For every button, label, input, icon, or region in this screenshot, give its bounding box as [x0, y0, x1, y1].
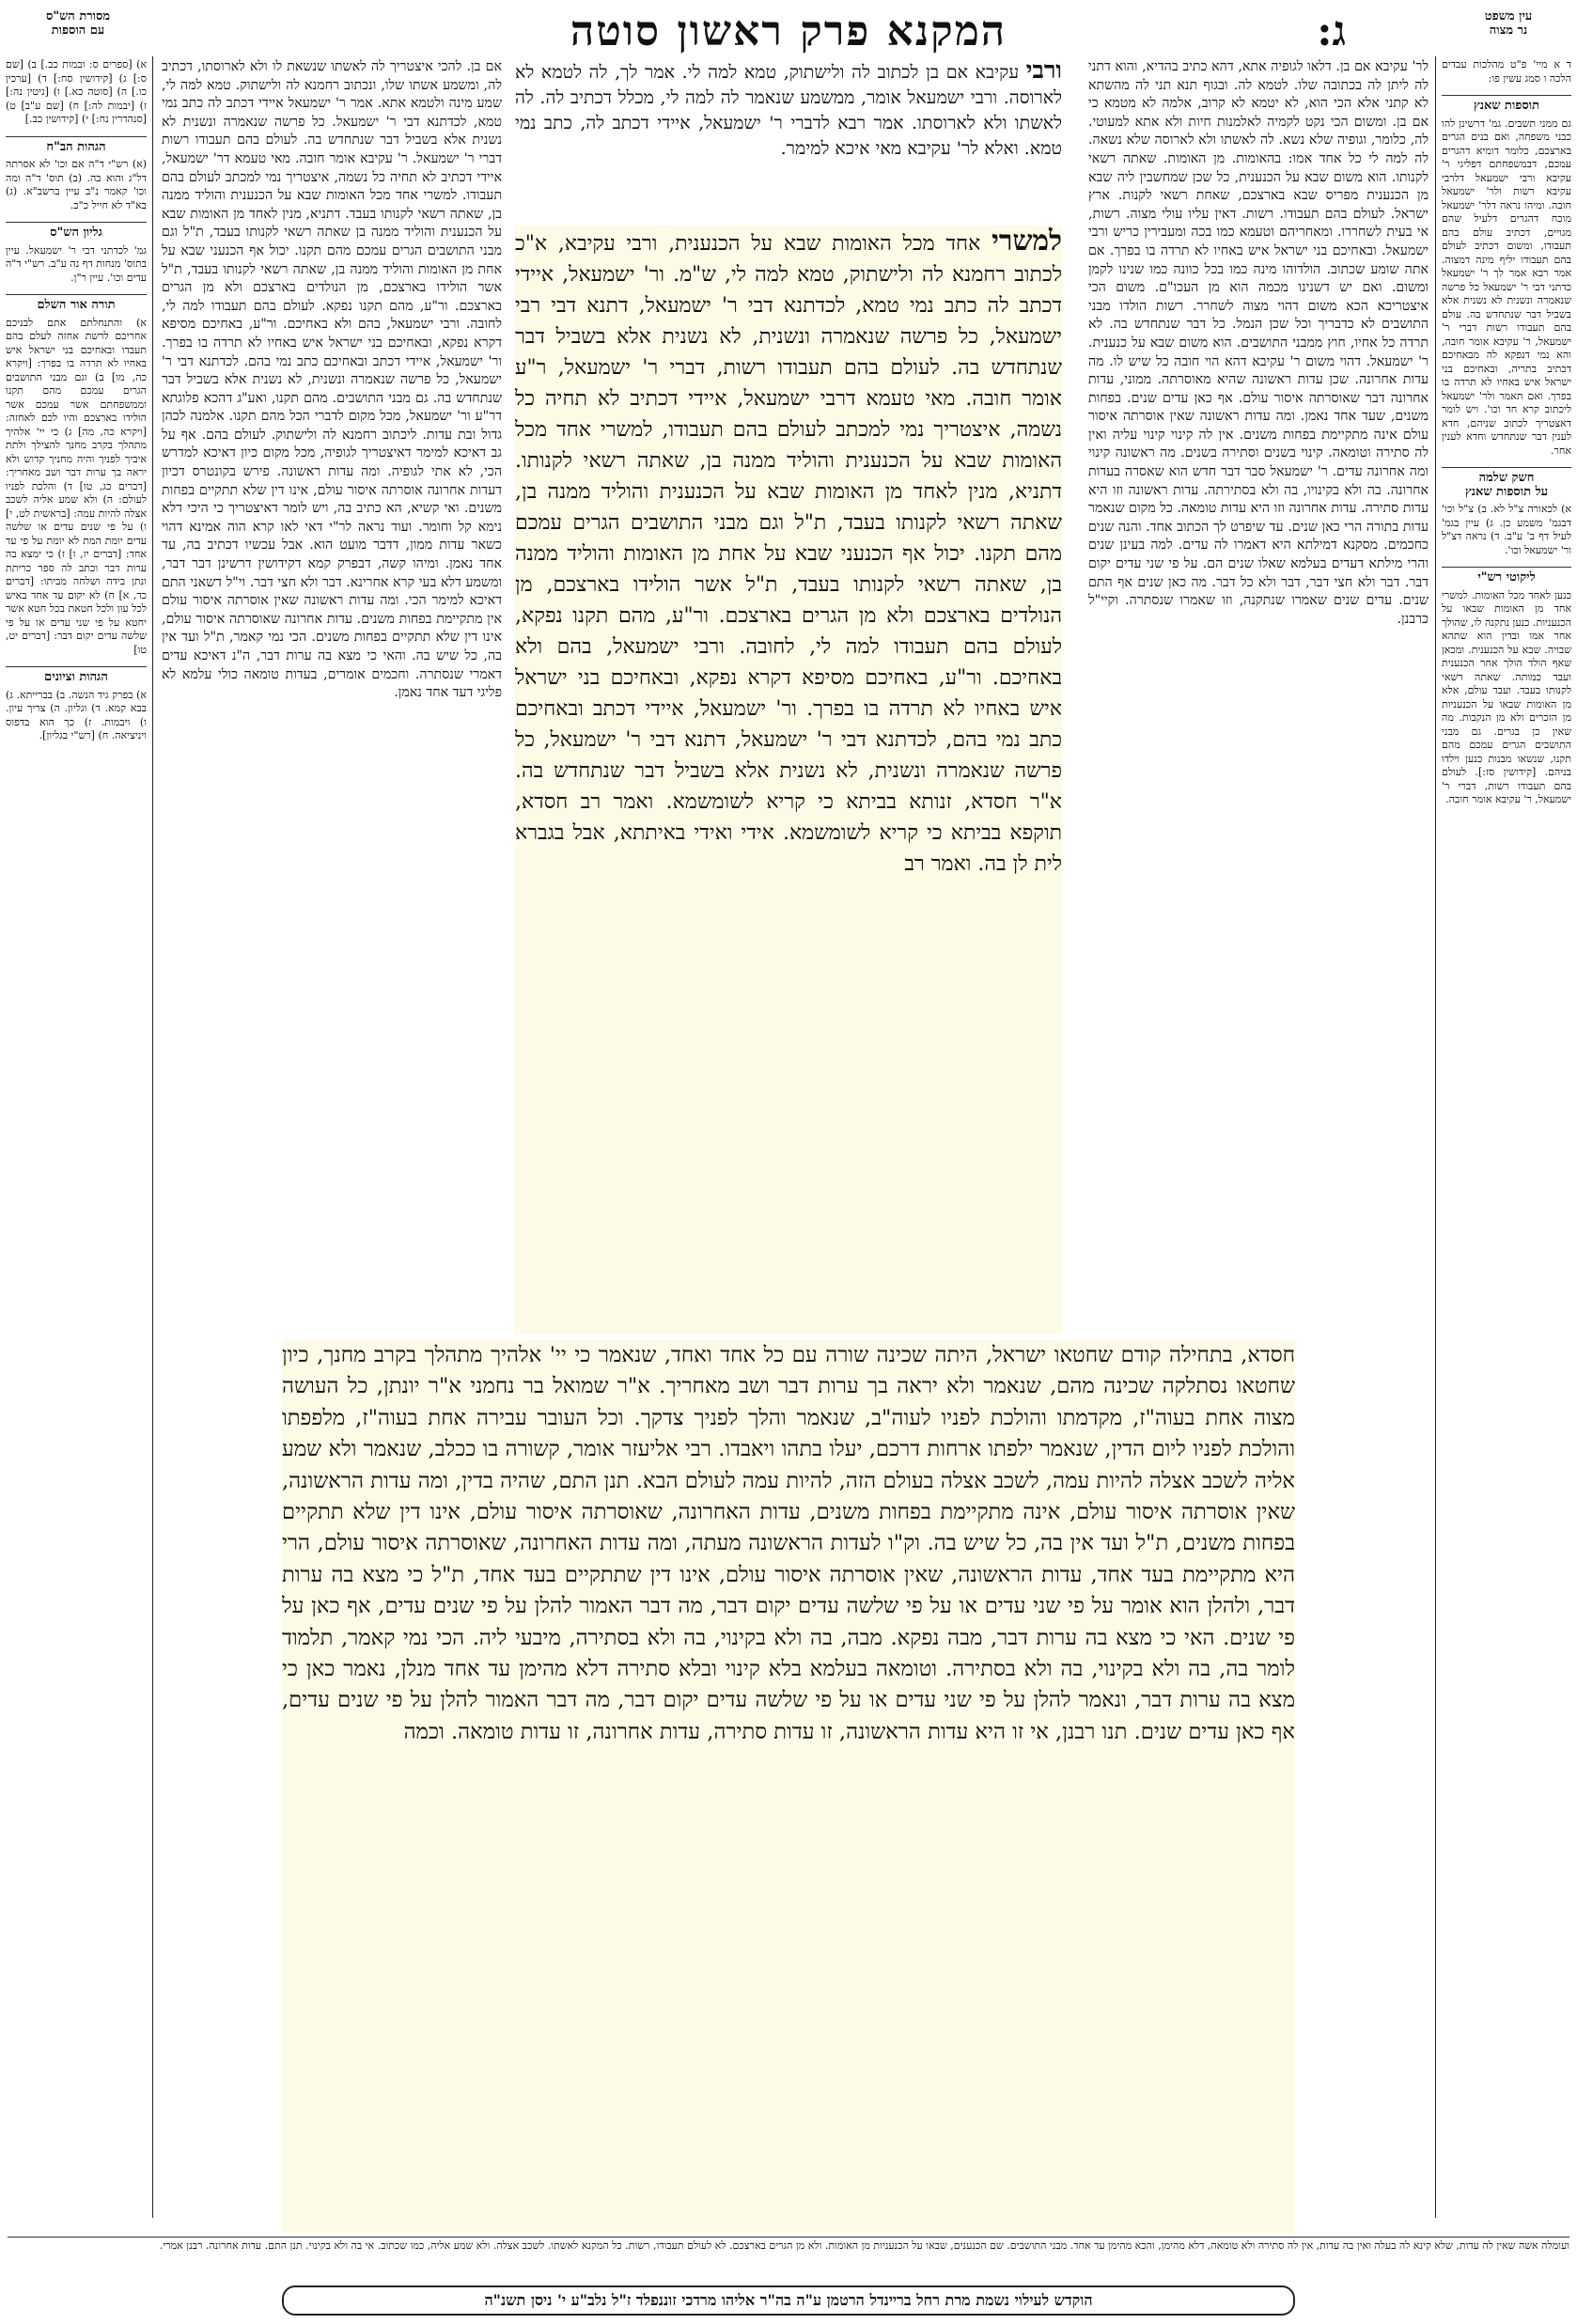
- gemara-top-block: [515, 58, 1062, 218]
- gemara-main-lead-word: למשרי: [991, 226, 1062, 257]
- column-divider-right: [1435, 56, 1436, 2218]
- mesoret-title: מסורת הש"ס עם הוספות: [45, 9, 111, 38]
- torah-or-text: א) והתנחלתם אתם לבניכם אחריכם לרשת אחזה לעלם בהם תעבדו ובאחיכם בני ישראל איש באחיו לא תרדה בו בפרך: [ויקרא כה, מו] ב) וגם מבני התושבים הגרים עמכם מהם תקנו וממשפחתם אשר עמכם אשר הולידו בארצכם והיו לכם לאחזה: [ויקרא כה, מה] ג) כי יי' אלהיך מתהלך בקרב מחנך להצילך ולתת איביך לפניך והיה מחניך קדוש ולא יראה בך ערות דבר ושב מאחריך: [דברים כג, טו] ד) והלכת לפניו לעולם: ה) ולא שמע אליה לשכב אצלה להיות עמה: [בראשית לט, י] ו) על פי שנים עדים או שלשה עדים יומת המת לא יומת על פי עד אחד: [דברים יז, ו] ז) כי ימצא בה ערות דבר וכתב לה ספר כריתת ונתן בידה ושלחה מביתו: [דברים כד, א] ח) לא יקום עד אחד באיש לכל עון ולכל חטאת בכל חטא אשר יחטא על פי שני עדים או על פי שלשה עדים יקום דבר: [דברים יט, טו]: [6, 316, 147, 656]
- dedication-banner: הוקדש לעילוי נשמת מרת רחל ברײנדל הרטמן ע"ה בה"ר אליהו מרדכי זוננפלד ז"ל נלב"ע י' ניסן תשנ"ה: [282, 2285, 1295, 2316]
- outer-left-column: [6, 58, 147, 2210]
- likutei-rashi-heading: ליקוטי רש"י: [1442, 567, 1571, 585]
- footer-notes: ועומלה אשה שאין לה עדות, שלא קינא לה בעלה ואין בה עדות, אין לה סתירה ולא טומאה, דלא מהימן, והכא מהימן עד אחד. מבני התושבים. שם הכנענים, שבאו על הכנעניות מן האומות. ולא מן הגרים בארצכם. לא לעולם תעבודו, רשות. כל המקנא לאשתו. לשכב אצלה. ולא שמע אליה, כמו שכתוב. אי בה ולא בקינוי. תנן התם. עדות אחרונה. רבנן אמרי.: [8, 2237, 1569, 2278]
- hagahot-habach-text: (א) רש"י ד"ה אם וכו' לא אסרתה דל"ג והוא בה. (ב) תוס' ד"ה ומה וכו' קאמר נ"ב עיין ברשב"א. (ג) בא"ד לא חייל כ"כ.: [6, 158, 147, 211]
- page-header: [0, 6, 1577, 55]
- rashi-commentary: לר' עקיבא אם בן. דלאו לגופיה אתא, דהא כתיב בהדיא, והוא דתני לה ליתן לה בכתובה שלו. לטמא לה. ובגוף תנא תני לה מהשתא לא קתני אלא הכי הוא, לא יטמא לא קרוב, אלמה לא מטמא כי אם בן. ומשום הכי נקט לקמיה לאלמנות חיות ולא אתא למעוטי. לה, כלומר, וגופיה שלא נשא. לה לאשתו ולא לארוסה שלא נשאה. לה למה לי כל אחד אמו: בהאומות. מן האומות. שאתה רשאי לקנותו. הוא משום שבא על הכנענית, כל שכן שמחשבין ליה שבא מן הכנענית מפריס שבא בארצכם, שאחת רשאי לקנות. ארץ ישראל. לעולם בהם תעבודו. רשות. דאין עליו עולי מצוה. רשות, אי בעית לשחררו. ומאחריהם וטעמא כמו בכה ומעבירין כריש ורבי ישמעאל. ובאחיכם בני ישראל איש באחיו לא תרדה בו בפרך. אם אתה שומע שכתוב. הולדוהו מינה כמו בכל כוונה כמו שנינו לקמן ומשום. ואם יש דשנינו מכמה הוא מן העכו"ם. משום הכי איצטריכא הכא משום דהוי מצוה לשחרר. רשות הולדו מבני התושבים לא כדבריך וכל שכן הנמל. כל דבר שנתחדש בה. לא תרדה כל אחיו, חוץ ממבני התושבים. הוא משום שבא על כנענית. ר' ישמעאל. דהוי משום ר' עקיבא דהא הוי חובה כל שיש לו. מה עדות אחרונה. שכן עדות ראשונה שהיא מאוסרתה. ממוני, עדות אחרונה דבר שאוסרתה איסור עולם. אף כאן עדים שנים. בפחות משנים, שעד אחד נאמן. ומה עדות ראשונה שאין אוסרתה איסור עולם אינה מתקיימת בפחות משנים. אין לה קינוי קינוי עליה ואין לה סתירה וטומאה. קינוי בשנים וסתירה בשנים. מה ראשונה קינוי ומה אחרונה עדים. ר' ישמעאל סבר דבר חדש הוא שאסרה בעדות אחרונה. בה ולא בקינויו, בה ולא בסתירתה. עדות ראשונה וזו היא עדות סתירה. עדות אחרונה וזו היא עדות טומאה. כל מקום שנאמר עדות בתורה הרי כאן שנים. עד שיפרט לך הכתוב אחד. והנה שנים כחכמים. מסקנא דמילתא היא דאמרו לה עדים. למה בעינן שנים והרי מילתא דעדים בעלמא שאלו שנים הם. על פי שני עדים יקום דבר. דבר ולא חצי דבר, דבר ולא כל דבר. מה כאן שנים אף התם שנים. עדים שנים שאמרו שנתקנה, וזו שאמרו שנסתרה. וקיי"ל כרבנן.: [1088, 59, 1429, 627]
- page-title: המקנא פרק ראשון סוטה: [570, 8, 1007, 55]
- mesoret-text: א) [ספרים ס: ובמות כב.] ב) [שם ס:] ג) [קידושין סח:] ד) [ערכין כו.] ה) [סוטה כא.] ו) [גיטין נה:] ז) [יבמות לה:] ח) [שם ע"ב] ט) [סנהדרין נח:] י) [קידושין כב.]: [6, 58, 147, 125]
- ein-mishpat-text: ד א מיי' פ"ט מהלכות עבדים הלכה ו סמג עשין פו:: [1442, 58, 1571, 85]
- gilyon-hashas-text: גמ' לכדתני דבי ר' ישמעאל. עיין בתוס' מנחות דף נה ע"ב. רש"י ד"ה עדים וכו'. עיין ר"ן.: [6, 243, 147, 284]
- outer-right-column: [1442, 58, 1571, 2210]
- column-divider-left: [152, 56, 153, 2218]
- tosafot-shantz-text: גם ממני תשבים. גמ' דרשינן להו כבני משפחה, ואם בנים הגרים בארצכם, כלומר דומיא דהגרים עמכם, דבמשפחתם דפליגי ר' עקיבא ורבי ישמעאל דלרבי עקיבא רשות ולר' ישמעאל חובה. ומיהו נראה דלר' ישמעאל מוכח דהגרים דלעיל שהם מגויים, דכתיב עולם בהם תעבודו, ומשום דכתיב לעולם בהם תעבודו יליף מינה דמצוה. אמר רבא אמר לך ר' ישמעאל כדתני דבי ר' ישמעאל כל פרשה שנאמרה ונשנית לא נשנית אלא בשביל דבר שנתחדש בה. עולם בהם תעבודו רשות דברי ר' ישמעאל, ר' עקיבא אומר חובה, והא נמי דנפקא לה מבאחיכם דכתיב בתריה, ובאחיכם בני ישראל איש באחיו לא תרדה בו בפרך. ואם תאמר ולר' ישמעאל ליכתוב קרא חד וכו'. ויש לומר דאצטריך לכתוב שניהם, חדא לענין דבר שנתחדש וחדא לענין אחר.: [1442, 117, 1571, 457]
- gemara-main-text: אחד מכל האומות שבא על הכנענית, ורבי עקיבא, א"כ לכתוב רחמנא לה ולישתוק, טמא למה לי, ש"מ. ור' ישמעאל, איידי דכתב לה כתב נמי טמא, לכדתנא דבי ר' ישמעאל, דתנא דבי רבי ישמעאל, כל פרשה שנאמרה ונשנית, לא נשנית אלא בשביל דבר שנתחדש בה. לעולם בהם תעבודו רשות, דברי ר' ישמעאל, ר"ע אומר חובה. מאי טעמא דרבי ישמעאל, איידי דכתיב לא תחיה כל נשמה, איצטריך נמי למכתב לעולם בהם תעבודו, למשרי אחד מכל האומות שבא על הכנענית והוליד ממנה בן, שאתה רשאי לקנותו. דתניא, מנין לאחד מן האומות שבא על הכנענית והוליד ממנה בן, שאתה רשאי לקנותו בעבד, ת"ל וגם מבני התושבים הגרים עמכם מהם תקנו. יכול אף הכנעני שבא על אחת מן האומות והוליד ממנה בן, שאתה רשאי לקנותו בעבד, ת"ל אשר הולידו בארצכם, מן הנולדים בארצכם ולא מן הגרים בארצכם. ור"ע, מהם תקנו נפקא, לעולם בהם תעבודו למה לי, לחובה. ורבי ישמעאל, בהם ולא באחיכם. ור"ע, באחיכם מסיפא דקרא נפקא, ובאחיכם בני ישראל איש באחיו לא תרדה בו בפרך. ור' ישמעאל, איידי דכתב ובאחיכם כתב נמי בהם, לכדתנא דבי ר' ישמעאל, דתנא דבי ר' ישמעאל, כל פרשה שנאמרה ונשנית, לא נשנית אלא בשביל דבר שנתחדש בה. א"ר חסדא, זנותא בביתא כי קריא לשומשמא. ואמר רב חסדא, תוקפא בביתא כי קריא לשומשמא. אידי ואידי באיתתא, אבל בגברא לית לן בה. ואמר רב: [515, 232, 1062, 876]
- tosafot-commentary: אם בן. להכי איצטריך לה לאשתו שנשאת לו ולא לארוסתו, דכתיב לה, ומשמע אשתו שלו, ונכתוב רחמנא לה ולישתוק. טמא למה לי, שמע מינה ולטמא אתא. אמר ר' ישמעאל איידי דכתב לה כתב נמי טמא, לכדתנא דבי ר' ישמעאל. כל פרשה שנאמרה ונשנית לא נשנית אלא בשביל דבר שנתחדש בה. לעולם בהם תעבודו רשות דברי ר' ישמעאל. ר' עקיבא אומר חובה. מאי טעמא דר' ישמעאל, איידי דכתיב לא תחיה כל נשמה, איצטריך נמי למכתב לעולם בהם תעבודו. למשרי אחד מכל האומות שבא על הכנענית והוליד ממנה בן, שאתה רשאי לקנותו בעבד. דתניא, מנין לאחד מן האומות שבא על הכנענית והוליד ממנה בן שאתה רשאי לקנותו בעבד, ת"ל וגם מבני התושבים הגרים עמכם מהם תקנו. יכול אף הכנעני שבא על אחת מן האומות והוליד ממנה בן, שאתה רשאי לקנותו בעבד, ת"ל אשר הולידו בארצכם, מן הנולדים בארצכם ולא מן הגרים בארצכם. ור"ע, מהם תקנו נפקא. לעולם בהם תעבודו למה לי, לחובה. ורבי ישמעאל, בהם ולא באחיכם. ור"ע, באחיכם מסיפא דקרא נפקא, ובאחיכם בני ישראל איש באחיו לא תרדה בו בפרך. ור' ישמעאל, איידי דכתב ובאחיכם כתב נמי בהם. לכדתנא דבי ר' ישמעאל, כל פרשה שנאמרה ונשנית, לא נשנית אלא בשביל דבר שנתחדש בה. גם מבני התושבים. מהם תקנו, ואע"ג דהכא פלוגתא דר"ע ור' ישמעאל, מכל מקום לדברי הכל מהם תקנו. אלמנה לכהן גדול ובת עדות. ליכתוב רחמנא לה ולישתוק. לעולם בהם. אף על גב דאיכא למימר דאיצטריך לגופיה, מכל מקום כיון דאיכא למדרש הכי, לא אתי לגופיה. ומה עדות ראשונה. פירש בקונטרס דכיון דעדות אחרונה אוסרתה איסור עולם, אינו דין שלא תתקיים בפחות משנים. ואי קשיא, הא כתיב בה, ויש לומר דאיצטריך כי היכי דלא נימא קל וחומר. ועוד נראה לר"י דאי לאו קרא הוה אמינא דהוי כשאר עדות ממון, דדבר מועט הוא. אבל עכשיו דכתיב בה, עד אחד נאמן. ומיהו קשה, דבפרק קמא דקידושין דרשינן דבר דבר, ומשמע דלא בעי קרא אחרינא. דבר ולא חצי דבר. וי"ל דשאני התם דאיכא למימר הכי. ומה עדות ראשונה שאין אוסרתה איסור עולם אין מתקיימת בפחות משנים. עדות אחרונה שאוסרתה איסור עולם, אינו דין שלא תתקיים בפחות משנים. הכי נמי קאמר, ת"ל ועד אין בה, כל שיש בה. והאי כי מצא בה ערות דבר, ה"נ דאיכא עדים דאמרי שנסתרה. וחכמים אומרים, בעדות טומאה כולי עלמא לא פליגי דעד אחד נאמן.: [162, 59, 502, 701]
- daf-number: ג:: [1317, 8, 1346, 55]
- gemara-top-lead-word: ורבי: [1025, 58, 1062, 85]
- likutei-rashi-text: כנען לאחד מכל האומות. למשרי אחד מן האומות שבאו על הכנעניות. כנען נתקנה לו, שהולך אחר אמו ובדין הוא שתהא שבויה. שבא על הכנענית. ומכאן שאף הולד הולך אחר הכנענית ועבד כמותה. שאתה רשאי לקנותו בעבד. ועבד עולם, אלא מן האומות שבאו על הכנעניות מן הזכרים ולא מן הנקבות. מה שאין כן בגרים. גם מבני התושבים הגרים עמכם מהם תקנו, שנשאו מבנות כנען וילדו בניהם. [קידושין סז:]. לעולם בהם תעבודו רשות, דברי ר' ישמעאל, ר' עקיבא אומר חובה.: [1442, 588, 1571, 805]
- cheshek-shlomo-text: א) לכאורה צ"ל לא. ב) צ"ל וכו' דבגמ' משמע כן. ג) עיין בגמ' לעיל דף ב' ע"ב. ד) נראה דצ"ל ור' ישמעאל וכו'.: [1442, 503, 1571, 556]
- gemara-main-block: [515, 226, 1062, 1334]
- hagahot-habach-heading: הגהות הב"ח: [6, 136, 147, 155]
- torah-or-heading: תורה אור השלם: [6, 294, 147, 313]
- hagahot-tziyunim-heading: הגהות וציונים: [6, 666, 147, 685]
- hagahot-tziyunim-text: א) בפרק גיד הנשה. ב) בברייתא. ג) בבא קמא. ד) וגליון. ה) צריך עיון. ו) ויבמות. ז) כך הוא בדפוס ויניציאה. ח) [רש"י בגליון].: [6, 688, 147, 741]
- gemara-wide-block: חסדא, בתחילה קודם שחטאו ישראל, היתה שכינה שורה עם כל אחד ואחד, שנאמר כי יי' אלהיך מתהלך בקרב מחנך, כיון שחטאו נסתלקה שכינה מהם, שנאמר ולא יראה בך ערות דבר ושב מאחריך. א"ר שמואל בר נחמני א"ר יונתן, כל העושה מצוה אחת בעוה"ז, מקדמתו והולכת לפניו לעוה"ב, שנאמר והלך לפניך צדקך. וכל העובר עבירה אחת בעוה"ז, מלפפתו והולכת לפניו ליום הדין, שנאמר ילפתו ארחות דרכם, יעלו בתהו ויאבדו. רבי אליעזר אומר, קשורה בו ככלב, שנאמר ולא שמע אליה לשכב אצלה להיות עמה, לשכב אצלה בעולם הזה, להיות עמה לעולם הבא. תנן התם, שהיה בדין, ומה עדות הראשונה, שאין אוסרתה איסור עולם, אינה מתקיימת בפחות משנים, עדות האחרונה, שאוסרתה איסור עולם, אינו דין שלא תתקיים בפחות משנים, ת"ל ועד אין בה, כל שיש בה. וק"ו לעדות הראשונה מעתה, ומה עדות האחרונה, שאוסרתה איסור עולם, הרי היא מתקיימת בעד אחד, עדות הראשונה, שאין אוסרתה איסור עולם, אינו דין שתתקיים בעד אחד, ת"ל כי מצא בה ערות דבר, ולהלן הוא אומר על פי שני עדים או על פי שלשה עדים יקום דבר, מה דבר האמור להלן על פי שנים עדים, אף כאן על פי שנים. האי כי מצא בה ערות דבר, מבה נפקא. מבה, בה ולא בקינוי, בה ולא בסתירה, מיבעי ליה. הכי נמי קאמר, תלמוד לומר בה, בה ולא בקינוי, בה ולא בסתירה. וטומאה בעלמא בלא קינוי ובלא סתירה דלא מהימן עד אחד מנלן, נאמר כאן כי מצא בה ערות דבר, ונאמר להלן על פי שני עדים או על פי שלשה עדים יקום דבר, מה דבר האמור להלן על פי שנים עדים, אף כאן עדים שנים. תנו רבנן, אי זו היא עדות הראשונה, זו עדות סתירה, עדות אחרונה, זו עדות טומאה. וכמה: [282, 1340, 1295, 2233]
- tosafot-shantz-heading: תוספות שאנץ: [1442, 95, 1571, 114]
- cheshek-shlomo-heading: חשק שלמה על תוספות שאנץ: [1442, 467, 1571, 499]
- gilyon-hashas-heading: גליון הש"ס: [6, 222, 147, 241]
- ein-mishpat-title: עין משפט נר מצוה: [1484, 9, 1533, 38]
- gemara-top-text: עקיבא אם בן לכתוב לה ולישתוק, טמא למה לי. אמר לך, לה לטמא לא לארוסה. ורבי ישמעאל אומר, ממשמע שנאמר לה למה לי, מכלל דכתיב לה. לה לאשתו ולא לארוסתו. אמר רבא לדברי ר' ישמעאל, איידי דכתב לה, כתב נמי טמא. ואלא לר' עקיבא מאי איכא למימר.: [515, 62, 1062, 159]
